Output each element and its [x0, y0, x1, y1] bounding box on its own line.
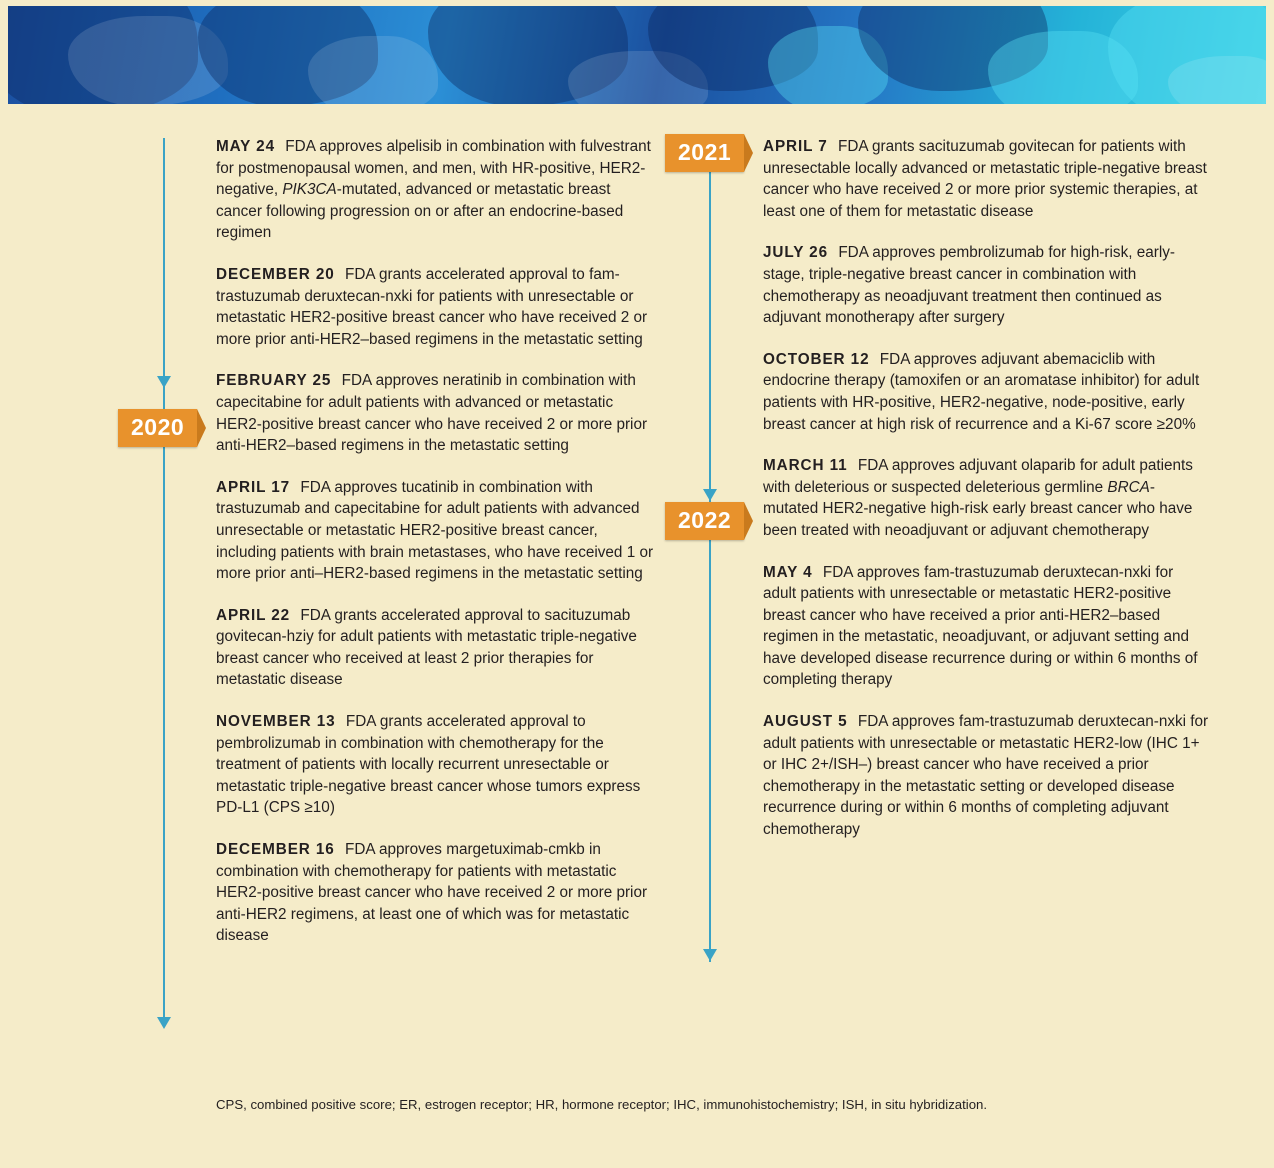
timeline-content	[0, 104, 1274, 1168]
entry-date: APRIL 22	[216, 606, 291, 624]
entry-text: FDA approves tucatinib in combination with trastuzumab and capecitabine for adult patients with advanced unresectable or metastatic HER2-positive breast cancer, including patients with brain metastases, who have received 1 or more prior anti–HER2-based regimens in the metastatic setting	[216, 478, 654, 583]
entry-text-after: -mutated HER2-negative high-risk early breast cancer who have been treated with neoadjuvant or adjuvant chemotherapy	[763, 478, 1193, 539]
timeline-entry	[216, 711, 658, 819]
entry-date: MARCH 11	[763, 457, 848, 475]
entry-date: FEBRUARY 25	[216, 372, 332, 390]
entry-text: FDA approves fam-trastuzumab deruxtecan-nxki for adult patients with unresectable or metastatic HER2-positive breast cancer who have received a prior anti-HER2–based regimen in the metastatic, neoadjuvant, or adjuvant setting and have developed disease recurrence during or within 6 months of completing therapy	[763, 563, 1198, 689]
entry-text: FDA approves fam-trastuzumab deruxtecan-nxki for adult patients with unresectable or metastatic HER2-low (IHC 1+ or IHC 2+/ISH–) breast cancer who have received a prior chemotherapy in the metastatic setting or developed disease recurrence during or within 6 months of completing adjuvant chemotherapy	[763, 713, 1209, 839]
timeline-entry	[216, 477, 658, 585]
timeline-axis-left	[163, 138, 165, 1026]
timeline-entry	[763, 349, 1210, 435]
entry-text-italic: PIK3CA	[282, 181, 337, 199]
entry-date: APRIL 7	[763, 138, 828, 155]
timeline-arrow-icon	[157, 1017, 171, 1029]
entry-text: FDA grants accelerated approval to fam-trastuzumab deruxtecan-nxki for patients with unresectable or metastatic HER2-positive breast cancer who have received 2 or more prior anti-HER2–based regimens in the metastatic setting	[216, 265, 648, 348]
year-badge-2021: 2021	[665, 134, 744, 172]
timeline-entry	[216, 370, 658, 456]
timeline-entry	[763, 136, 1210, 222]
entry-date: DECEMBER 20	[216, 265, 335, 283]
entry-text-italic: BRCA	[1107, 478, 1150, 496]
entry-text: FDA approves alpelisib in combination with fulvestrant for postmenopausal women, and men, with HR-positive, HER2-negative,	[216, 138, 651, 199]
timeline-entry	[216, 605, 658, 691]
timeline-entry	[763, 455, 1210, 541]
timeline-arrow-icon	[703, 489, 717, 501]
entry-date: JULY 26	[763, 244, 828, 262]
timeline-arrow-icon	[703, 949, 717, 961]
timeline-arrow-icon	[157, 376, 171, 388]
entry-date: APRIL 17	[216, 478, 291, 496]
timeline-axis-right	[709, 138, 711, 962]
footnote-abbreviations: CPS, combined positive score; ER, estrogen receptor; HR, hormone receptor; IHC, immunohistochemistry; ISH, in situ hybridization.	[216, 1097, 988, 1112]
timeline-entry	[216, 839, 658, 947]
timeline-entries-right	[763, 136, 1210, 841]
timeline-entries-left	[216, 136, 658, 947]
entry-text: FDA grants accelerated approval to pembrolizumab in combination with chemotherapy for the treatment of patients with locally recurrent unresectable or metastatic triple-negative breast cancer whose tumors express PD-L1 (CPS ≥10)	[216, 713, 641, 817]
entry-text: FDA approves pembrolizumab for high-risk, early-stage, triple-negative breast cancer in combination with chemotherapy as neoadjuvant treatment then continued as adjuvant monotherapy after surgery	[763, 244, 1175, 327]
entry-date: DECEMBER 16	[216, 841, 335, 859]
year-badge-2020: 2020	[118, 409, 197, 447]
entry-text: FDA approves adjuvant abemaciclib with endocrine therapy (tamoxifen or an aromatase inhibitor) for adult patients with HR-positive, HER2-negative, node-positive, early breast cancer at high risk of recurrence and a Ki-67 score ≥20%	[763, 350, 1200, 433]
entry-date: MAY 4	[763, 563, 813, 581]
entry-date: AUGUST 5	[763, 713, 848, 731]
timeline-entry	[763, 711, 1210, 841]
entry-text-after: -mutated, advanced or metastatic breast cancer following progression on or after an endocrine-based regimen	[216, 181, 624, 242]
entry-text: FDA grants sacituzumab govitecan for patients with unresectable locally advanced or metastatic triple-negative breast cancer who have received 2 or more prior systemic therapies, at least one of them for metastatic disease	[763, 138, 1207, 220]
timeline-entry	[763, 562, 1210, 692]
timeline-entry	[216, 136, 658, 244]
entry-text: FDA approves neratinib in combination with capecitabine for adult patients with advanced or metastatic HER2-positive breast cancer who have received 2 or more prior anti-HER2–based regimens in the metastatic setting	[216, 372, 648, 455]
entry-text: FDA grants accelerated approval to sacituzumab govitecan-hziy for adult patients with metastatic triple-negative breast cancer who received at least 2 prior therapies for metastatic disease	[216, 606, 637, 689]
timeline-entry	[763, 242, 1210, 328]
year-badge-2022: 2022	[665, 502, 744, 540]
entry-date: MAY 24	[216, 138, 275, 155]
timeline-entry	[216, 264, 658, 350]
entry-date: OCTOBER 12	[763, 350, 870, 368]
entry-text: FDA approves margetuximab-cmkb in combination with chemotherapy for patients with metastatic HER2-positive breast cancer who have received 2 or more prior anti-HER2 regimens, at least one of which was for metastatic disease	[216, 841, 648, 945]
decorative-header-banner	[8, 6, 1266, 104]
entry-text: FDA approves adjuvant olaparib for adult patients with deleterious or suspected deleterious germline	[763, 457, 1193, 496]
entry-date: NOVEMBER 13	[216, 713, 336, 731]
